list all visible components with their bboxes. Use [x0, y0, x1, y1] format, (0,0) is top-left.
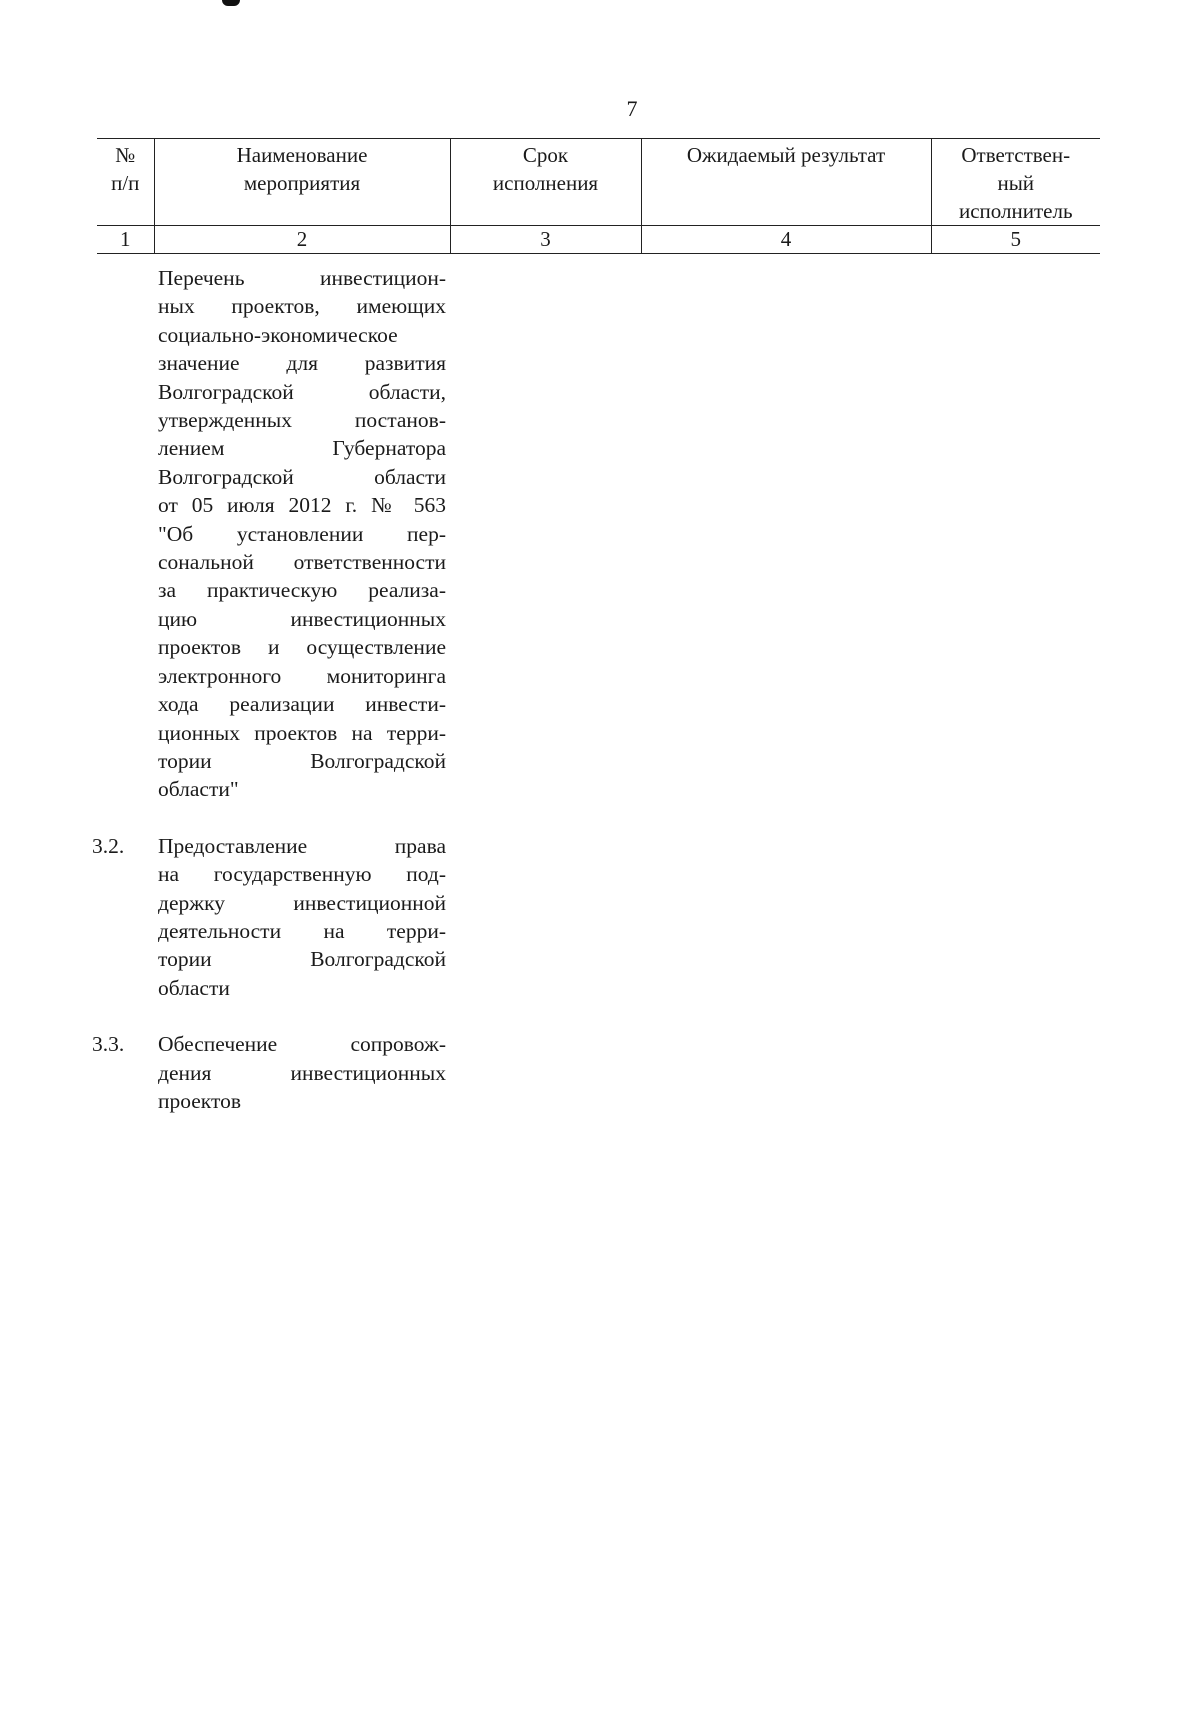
event-name-line: дения инвестиционных: [158, 1060, 446, 1085]
table-row: [90, 832, 470, 1002]
event-name-line: электронного мониторинга: [158, 663, 446, 688]
event-name-line: значение для развития: [158, 351, 446, 376]
header-line: Ответствен-: [961, 143, 1071, 167]
table-body: [90, 264, 470, 1143]
event-name-line: Перечень инвестицион-: [158, 266, 446, 290]
header-deadline: [450, 139, 641, 226]
event-name-line: области": [158, 777, 239, 802]
header-line: мероприятия: [243, 171, 361, 195]
event-name-line: за практическую реализа-: [158, 578, 446, 603]
header-expected-result: [641, 139, 931, 226]
column-number: 2: [154, 226, 450, 254]
event-name-line: области: [158, 975, 230, 1000]
header-number: [97, 139, 154, 226]
event-name-line: проектов: [158, 1088, 241, 1113]
event-name-line: проектов и осуществление: [158, 635, 446, 660]
header-line: Наименование: [236, 143, 368, 167]
event-name: [158, 832, 446, 1002]
event-name-line: "Об установлении пер-: [158, 521, 446, 546]
header-line: п/п: [111, 171, 140, 195]
event-name-line: от 05 июля 2012 г. № 563: [158, 493, 446, 518]
row-number: 3.3.: [92, 1032, 125, 1057]
header-event-name: [154, 139, 450, 226]
event-name-line: Предоставление права: [158, 833, 446, 858]
header-line: №: [115, 143, 136, 167]
header-line: Ожидаемый результат: [686, 143, 886, 167]
row-number: 3.2.: [92, 833, 125, 858]
header-line: Срок: [522, 143, 569, 167]
event-name-line: Обеспечение сопровож-: [158, 1032, 446, 1057]
header-table: [97, 138, 1100, 254]
column-number: 5: [931, 226, 1100, 254]
event-name-line: лением Губернатора: [158, 436, 446, 461]
event-name-line: тории Волгоградской: [158, 748, 446, 773]
event-name-line: цию инвестиционных: [158, 606, 446, 631]
header-line: исполнения: [492, 171, 599, 195]
event-name: [158, 1030, 446, 1115]
column-number: 4: [641, 226, 931, 254]
event-name-line: ционных проектов на терри-: [158, 720, 446, 745]
table-row: [90, 1030, 470, 1115]
event-name-line: хода реализации инвести-: [158, 692, 446, 717]
column-number: 1: [97, 226, 154, 254]
event-name-line: социально-экономическое: [158, 322, 398, 347]
event-name-line: на государственную под-: [158, 862, 446, 887]
column-number: 3: [450, 226, 641, 254]
event-name-line: Волгоградской области: [158, 464, 446, 489]
event-name-line: тории Волгоградской: [158, 947, 446, 972]
event-name-line: деятельности на терри-: [158, 918, 446, 943]
header-line: ный: [997, 171, 1035, 195]
event-name-line: сональной ответственности: [158, 550, 446, 575]
table-header-row: [97, 139, 1100, 226]
column-number-row: [97, 226, 1100, 254]
event-name-line: держку инвестиционной: [158, 890, 446, 915]
page-number: 7: [626, 96, 638, 121]
event-name-line: утвержденных постанов-: [158, 408, 446, 433]
event-name-line: ных проектов, имеющих: [158, 294, 446, 319]
header-responsible: [931, 139, 1100, 226]
scan-artifact: [222, 0, 240, 6]
table-row: [90, 264, 470, 804]
event-name-line: Волгоградской области,: [158, 379, 446, 404]
event-name: [158, 264, 446, 804]
header-line: исполнитель: [958, 199, 1073, 223]
